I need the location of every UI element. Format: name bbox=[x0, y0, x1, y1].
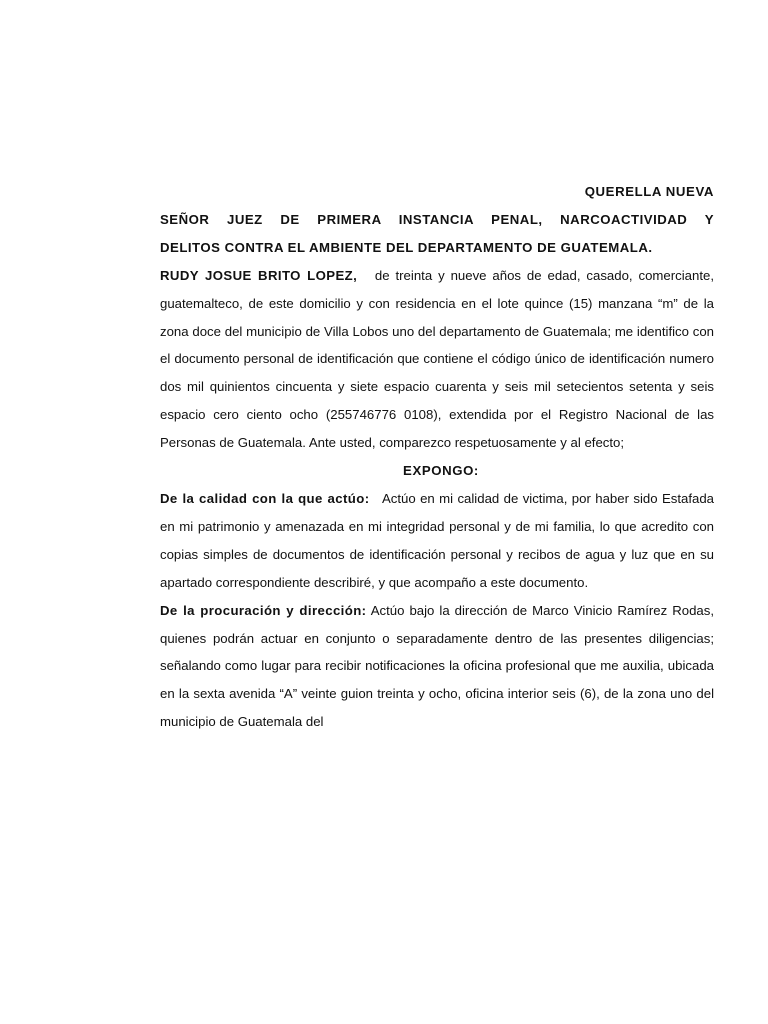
calidad-text: Actúo en mi calidad de victima, por haber sido Estafada en mi patrimonio y amenazada en mi integridad personal y de mi familia, lo que acredito con copias simples de documentos de identificación personal y recibos de agua y luz que en su apartado correspondiente describiré, y que acompaño a este documento. bbox=[160, 490, 714, 590]
calidad-heading: De la calidad con la que actúo: bbox=[160, 490, 370, 506]
calidad-paragraph bbox=[160, 485, 714, 597]
procuracion-paragraph bbox=[160, 597, 714, 737]
section-heading-expongo: EXPONGO: bbox=[403, 463, 479, 479]
addressee-line-1: SEÑOR JUEZ DE PRIMERA INSTANCIA PENAL, NARCOACTIVIDAD Y bbox=[160, 211, 714, 227]
procuracion-text: Actúo bajo la dirección de Marco Vinicio Ramírez Rodas, quienes podrán actuar en conjunto o separadamente dentro de las presentes diligencias; señalando como lugar para recibir notificaciones la oficina profesional que me auxilia, ubicada en la sexta avenida “A” veinte guion treinta y ocho, oficina interior seis (6), de la zona uno del municipio de Guatemala del bbox=[160, 602, 714, 730]
document-body bbox=[160, 178, 714, 736]
intro-paragraph bbox=[160, 262, 714, 457]
procuracion-heading: De la procuración y dirección: bbox=[160, 602, 367, 618]
intro-text: de treinta y nueve años de edad, casado, comerciante, guatemalteco, de este domicilio y con residencia en el lote quince (15) manzana “m” de la zona doce del municipio de Villa Lobos uno del departamento de Guatemala; me identifico con el documento personal de identificación que contiene el código único de identificación numero dos mil quinientos cincuenta y siete espacio cuarenta y seis mil setecientos setenta y seis espacio cero ciento ocho (255746776 0108), extendida por el Registro Nacional de las Personas de Guatemala. Ante usted, comparezco respetuosamente y al efecto; bbox=[160, 267, 714, 451]
addressee-line-2: DELITOS CONTRA EL AMBIENTE DEL DEPARTAMENTO DE GUATEMALA. bbox=[160, 239, 653, 255]
addressee bbox=[160, 206, 714, 262]
complainant-name: RUDY JOSUE BRITO LOPEZ, bbox=[160, 267, 358, 283]
document-title: QUERELLA NUEVA bbox=[584, 184, 714, 199]
